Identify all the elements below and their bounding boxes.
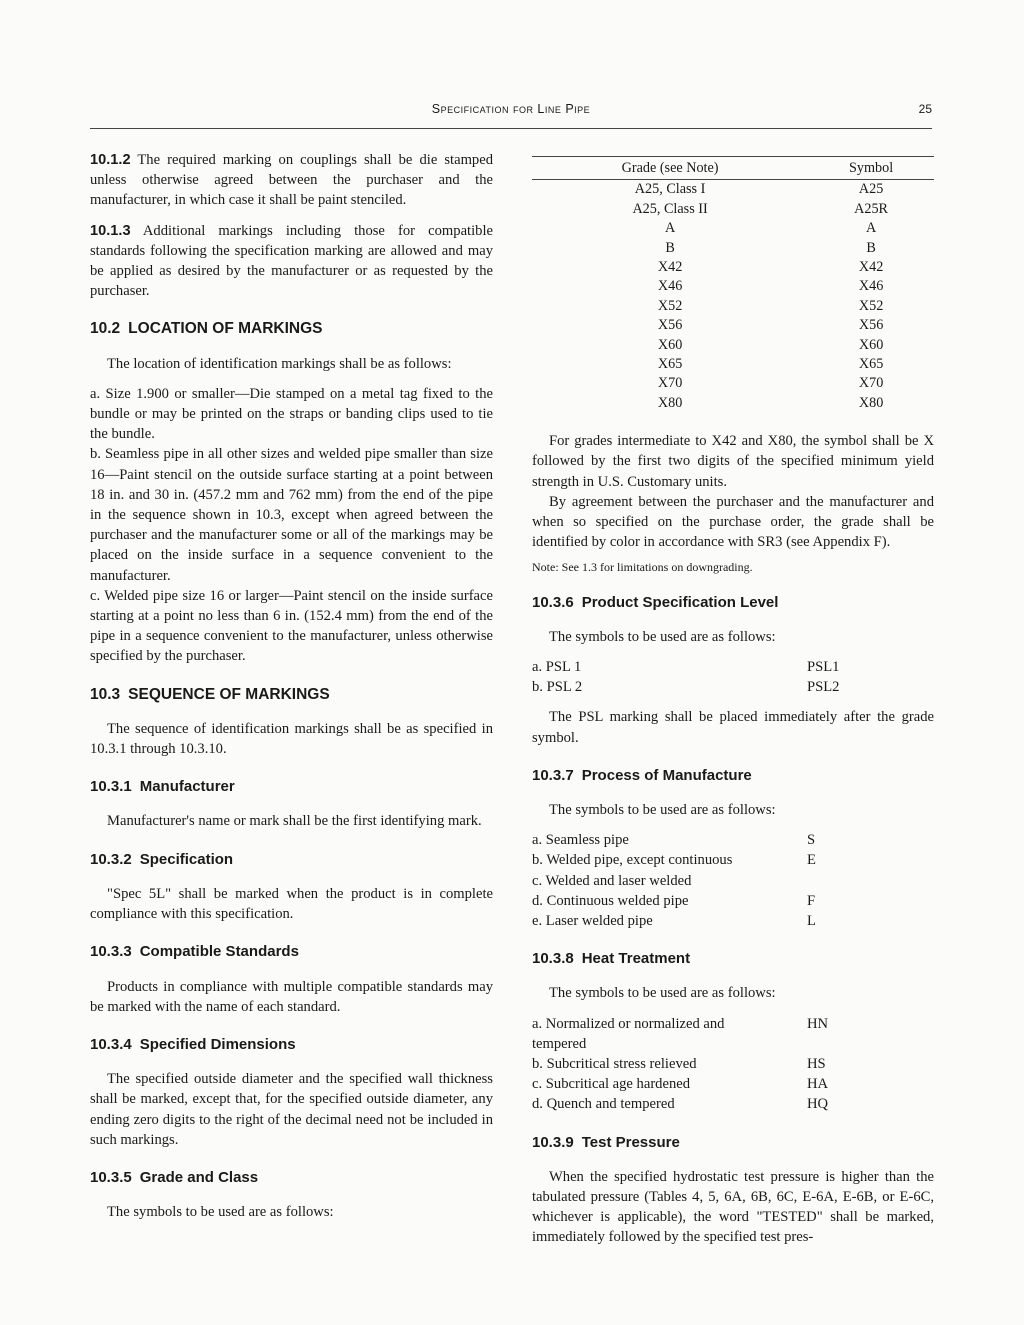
list-symbol: PSL2 xyxy=(807,679,840,696)
section-heading-10-3-9 xyxy=(532,1133,934,1153)
table-row xyxy=(532,297,934,316)
para-text: The symbols to be used are as follows: xyxy=(549,985,776,1002)
table-cell: X46 xyxy=(657,278,683,295)
right-column xyxy=(532,156,934,1248)
table-cell: X52 xyxy=(858,297,884,314)
para-text: The location of identification markings shall be as follows: xyxy=(107,355,452,372)
table-row xyxy=(532,336,934,355)
section-heading-10-3-8 xyxy=(532,949,934,969)
section-heading-10-3 xyxy=(90,685,493,705)
list-label: a. Normalized or normalized and tempered xyxy=(532,1015,725,1052)
table-row xyxy=(532,180,934,200)
list-label: c. Welded and laser welded xyxy=(532,872,692,889)
section-title: Grade and Class xyxy=(139,1168,259,1186)
list-item xyxy=(532,911,934,931)
section-number: 10.3.4 xyxy=(90,1035,132,1053)
table-cell: X65 xyxy=(858,356,884,373)
para-text: "Spec 5L" shall be marked when the product is in complete compliance with this specification. xyxy=(90,885,493,923)
table-row xyxy=(532,200,934,219)
table-row xyxy=(532,394,934,413)
section-number: 10.2 xyxy=(90,320,121,338)
table-cell: X42 xyxy=(657,259,683,276)
table-cell: X65 xyxy=(657,356,683,373)
table-header-cell: Symbol xyxy=(808,157,934,180)
para-text: When the specified hydrostatic test pressure is higher than the tabulated pressure (Tables 4, 5, 6A, 6B, 6C, E-6A, E-6B, or E-6C, whichever is applicable), the word "TESTED" shall be marked, immediately followed by the specified test pres- xyxy=(532,1168,934,1246)
list-label: d. Continuous welded pipe xyxy=(532,892,689,909)
section-title: Specification xyxy=(139,850,234,868)
section-title: Heat Treatment xyxy=(581,950,691,968)
list-label: b. Welded pipe, except continuous xyxy=(532,852,733,869)
list-item xyxy=(532,1014,934,1054)
table-cell: X56 xyxy=(657,317,683,334)
para-10-1-3 xyxy=(90,221,493,302)
para-text: Manufacturer's name or mark shall be the first identifying mark. xyxy=(107,813,482,830)
list-item xyxy=(532,830,934,850)
list-item xyxy=(532,871,934,891)
section-heading-10-3-5 xyxy=(90,1168,493,1188)
list-label: d. Quench and tempered xyxy=(532,1096,675,1113)
list-label: b. Subcritical stress relieved xyxy=(532,1055,697,1072)
table-row xyxy=(532,219,934,238)
list-label: a. PSL 1 xyxy=(532,658,582,675)
section-heading-10-3-7 xyxy=(532,766,934,786)
table-cell: X70 xyxy=(858,375,884,392)
table-cell: A xyxy=(865,220,877,237)
grade-symbol-table xyxy=(532,156,934,413)
table-cell: A25, Class I xyxy=(634,181,706,198)
section-number: 10.3.6 xyxy=(532,593,574,611)
list-label: e. Laser welded pipe xyxy=(532,912,653,929)
list-item: b. Seamless pipe in all other sizes and welded pipe smaller than size 16—Paint stencil on the outside surface starting at a point between 18 in. and 30 in. (457.2 mm and 762 mm) from the end of the pipe in the sequence shown in 10.3, except when agreed between the purchaser and the manufacturer some or all of the markings may be placed on the inside surface in a sequence convenient to the manufacturer. xyxy=(90,446,493,584)
para-text: For grades intermediate to X42 and X80, the symbol shall be X followed by the first two digits of the specified minimum yield strength in U.S. Customary units. xyxy=(532,433,934,490)
section-title: Test Pressure xyxy=(581,1133,680,1151)
table-cell: B xyxy=(665,239,675,256)
list-label: b. PSL 2 xyxy=(532,679,583,696)
para-text: Additional markings including those for compatible standards following the specification marking are allowed and may be applied as desired by the manufacturer or as requested by the purchaser. xyxy=(90,222,493,300)
page-header xyxy=(90,102,932,129)
section-heading-10-3-4 xyxy=(90,1035,493,1055)
para-text: The PSL marking shall be placed immediately after the grade symbol. xyxy=(532,709,934,746)
section-number: 10.3.8 xyxy=(532,950,574,968)
running-title: Specification for Line Pipe xyxy=(431,102,591,116)
section-heading-10-2 xyxy=(90,319,493,339)
table-row xyxy=(532,277,934,296)
table-cell: X42 xyxy=(858,259,884,276)
table-cell: X46 xyxy=(858,278,884,295)
list-item: a. Size 1.900 or smaller—Die stamped on a metal tag fixed to the bundle or may be printed on the straps or banding clips used to tie the bundle. xyxy=(90,385,493,443)
table-cell: X70 xyxy=(657,375,683,392)
table-cell: X60 xyxy=(858,336,884,353)
section-title: Product Specification Level xyxy=(581,593,779,611)
list-item xyxy=(532,677,934,697)
section-heading-10-3-6 xyxy=(532,593,934,613)
table-cell: A xyxy=(664,220,676,237)
table-cell: X52 xyxy=(657,297,683,314)
para-text: Products in compliance with multiple compatible standards may be marked with the name of each standard. xyxy=(90,978,493,1015)
section-number: 10.3.7 xyxy=(532,766,574,784)
list-item xyxy=(532,850,934,870)
para-text: The symbols to be used are as follows: xyxy=(107,1204,334,1221)
section-title: Process of Manufacture xyxy=(581,766,752,784)
table-cell: X60 xyxy=(657,336,683,353)
section-heading-10-3-1 xyxy=(90,777,493,797)
table-header-cell: Grade (see Note) xyxy=(532,157,808,180)
list-item xyxy=(532,1054,934,1074)
table-cell: X56 xyxy=(858,317,884,334)
list-item xyxy=(532,1094,934,1114)
list-item xyxy=(532,891,934,911)
list-label: a. Seamless pipe xyxy=(532,832,629,849)
section-number: 10.3 xyxy=(90,685,121,703)
para-10-1-2 xyxy=(90,150,493,211)
section-number: 10.3.3 xyxy=(90,943,132,961)
list-symbol: HQ xyxy=(807,1096,829,1113)
section-number: 10.3.9 xyxy=(532,1133,574,1151)
para-text: By agreement between the purchaser and the manufacturer and when so specified on the purchase order, the grade shall be identified by color in accordance with SR3 (see Appendix F). xyxy=(532,493,934,551)
para-text: The sequence of identification markings shall be as specified in 10.3.1 through 10.3.10. xyxy=(90,720,493,758)
table-cell: X80 xyxy=(858,394,884,411)
para-number: 10.1.3 xyxy=(90,222,131,239)
list-item xyxy=(532,1074,934,1094)
list-symbol: L xyxy=(807,912,816,929)
table-note: Note: See 1.3 for limitations on downgrading. xyxy=(532,559,753,574)
list-symbol: HN xyxy=(807,1015,829,1032)
list-symbol: PSL1 xyxy=(807,658,840,675)
para-text: The required marking on couplings shall be die stamped unless otherwise agreed between the purchaser and the manufacturer, in which case it shall be paint stenciled. xyxy=(90,152,493,209)
list-symbol: S xyxy=(807,832,816,849)
section-number: 10.3.2 xyxy=(90,850,132,868)
table-row xyxy=(532,258,934,277)
section-heading-10-3-3 xyxy=(90,942,493,962)
list-symbol: HA xyxy=(807,1076,829,1093)
section-heading-10-3-2 xyxy=(90,850,493,870)
table-row xyxy=(532,355,934,374)
section-title: Specified Dimensions xyxy=(139,1035,296,1053)
list-item xyxy=(532,657,934,677)
para-text: The symbols to be used are as follows: xyxy=(549,628,776,645)
table-row xyxy=(532,239,934,258)
table-cell: X80 xyxy=(657,394,683,411)
section-number: 10.3.1 xyxy=(90,778,132,796)
section-title: SEQUENCE OF MARKINGS xyxy=(128,685,330,703)
table-row xyxy=(532,374,934,393)
section-title: Manufacturer xyxy=(139,778,235,796)
table-cell: A25R xyxy=(854,200,889,217)
table-header-row xyxy=(532,157,934,180)
list-label: c. Subcritical age hardened xyxy=(532,1076,691,1093)
left-column xyxy=(90,150,493,1222)
list-symbol: E xyxy=(807,852,816,869)
para-number: 10.1.2 xyxy=(90,152,131,168)
section-title: LOCATION OF MARKINGS xyxy=(128,320,323,338)
table-cell: A25, Class II xyxy=(632,200,708,217)
list-symbol: F xyxy=(807,892,816,909)
table-cell: A25 xyxy=(858,181,884,198)
list-item: c. Welded pipe size 16 or larger—Paint stencil on the inside surface starting at a point no less than 6 in. (152.4 mm) from the end of the pipe in a sequence convenient to the manufacturer, unless otherwise specified by the purchaser. xyxy=(90,587,493,665)
page-number: 25 xyxy=(918,102,932,116)
table-row xyxy=(532,316,934,335)
section-number: 10.3.5 xyxy=(90,1168,132,1186)
list-symbol: HS xyxy=(807,1055,826,1072)
table-cell: B xyxy=(866,239,876,256)
para-text: The specified outside diameter and the specified wall thickness shall be marked, except that, for the specified outside diameter, any ending zero digits to the right of the decimal need not be included in such markings. xyxy=(90,1071,493,1148)
para-text: The symbols to be used are as follows: xyxy=(549,801,776,818)
section-title: Compatible Standards xyxy=(139,943,299,961)
